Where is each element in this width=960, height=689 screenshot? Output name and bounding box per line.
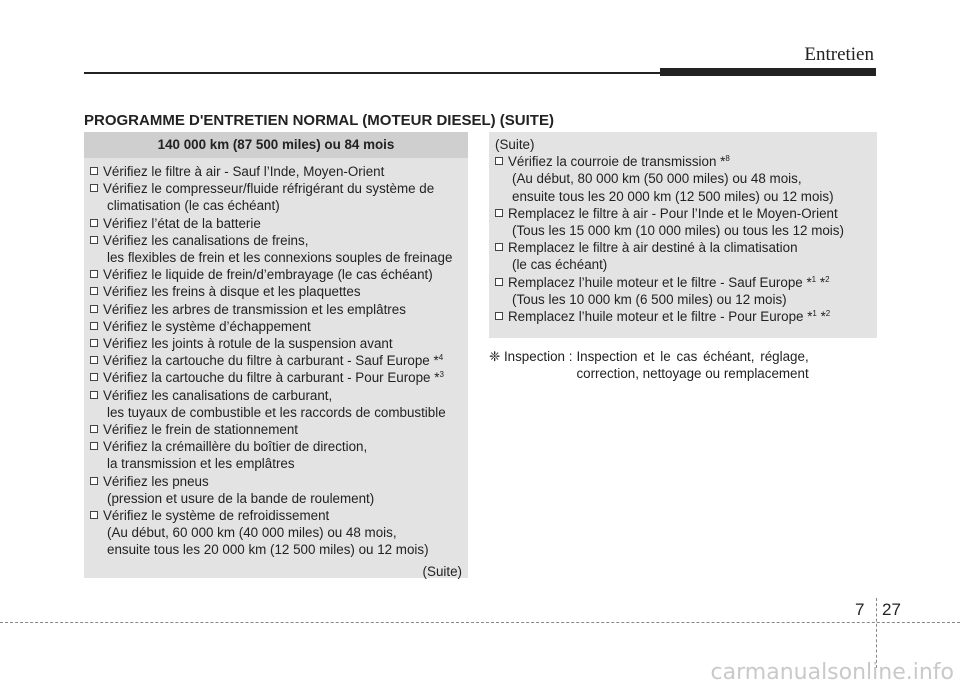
checklist-item-text: Vérifiez le liquide de frein/d’embrayage (le cas échéant) [103,267,433,283]
footnote-ref: 2 [825,309,831,319]
checklist-item-continuation: climatisation (le cas échéant) [107,198,280,214]
checklist-item [90,335,462,352]
chapter-title: Entretien [804,44,874,65]
checklist-item [90,163,462,180]
checklist-item-text: Vérifiez les pneus [103,473,209,489]
header-rule-thick [660,68,876,76]
footnote-ref: 8 [725,154,730,164]
maintenance-panel-left [84,132,468,578]
checklist-item [90,318,462,335]
interval-heading: 140 000 km (87 500 miles) ou 84 mois [84,132,468,158]
checkbox-icon [90,511,98,519]
checkbox-icon [495,157,503,165]
checkbox-icon [495,312,503,320]
checklist-item-text: Vérifiez le système d’échappement [103,318,311,334]
footnote-ref: 2 [825,274,830,284]
left-checklist [84,158,468,580]
checklist-item-text: Vérifiez l’état de la batterie [103,215,261,231]
footnote-ref: 1 [811,274,817,284]
note-text [576,348,808,382]
page-chapter-number: 7 [855,600,865,619]
checklist-item-text: Vérifiez la courroie de transmission *$^8$ [508,154,730,170]
checklist-item [90,301,462,318]
checklist-item-text: Vérifiez la crémaillère du boîtier de direction, [103,439,368,455]
checklist-item-text: Vérifiez la cartouche du filtre à carburant - Sauf Europe *$^4$ [103,353,444,369]
maintenance-panel-right [489,132,877,338]
checkbox-icon [90,305,98,313]
checkbox-icon [495,243,503,251]
note-line-1: Inspection et le cas échéant, réglage, [576,349,809,364]
checklist-item-text: Vérifiez les canalisations de carburant, [103,387,333,403]
checkbox-icon [90,391,98,399]
checklist-item-continuation: ensuite tous les 20 000 km (12 500 miles) ou 12 mois) [512,188,834,204]
footer-divider [876,598,877,668]
checklist-item-text: Vérifiez le frein de stationnement [103,422,299,438]
checklist-item-text: Remplacez le filtre à air - Pour l’Inde et le Moyen-Orient [508,205,838,221]
checklist-item [495,239,871,273]
checklist-item-text: Remplacez l’huile moteur et le filtre - Sauf Europe *$^1$ *$^2$ [508,274,830,290]
footnote-ref: 1 [812,309,817,319]
checkbox-icon [90,167,98,175]
checkbox-icon [90,442,98,450]
checkbox-icon [90,477,98,485]
section-title: PROGRAMME D'ENTRETIEN NORMAL (MOTEUR DIESEL) (SUITE) [84,112,554,129]
checklist-item [90,438,462,472]
checklist-item [90,421,462,438]
checkbox-icon [90,339,98,347]
right-checklist [495,153,871,325]
checklist-item-continuation: la transmission et les emplâtres [107,456,295,472]
checklist-item-text: Vérifiez les canalisations de freins, [103,232,309,248]
checklist-item-text: Vérifiez le compresseur/fluide réfrigérant du système de [103,181,435,197]
footnote-ref: 4 [438,353,444,363]
checklist-item [90,369,462,386]
footer-rule [0,622,960,623]
checkbox-icon [90,373,98,381]
note-line-2: correction, nettoyage ou remplacement [576,366,809,382]
suite-end-label: (Suite) [422,563,462,579]
checklist-item [90,507,462,559]
page-number: 27 [882,600,901,619]
checklist-item [90,215,462,232]
checkbox-icon [90,270,98,278]
header-rule-thin [84,72,660,74]
checklist-item [495,308,871,325]
checkbox-icon [495,209,503,217]
checklist-item [90,283,462,300]
checklist-item-continuation: (Au début, 60 000 km (40 000 miles) ou 48 mois, [107,525,397,541]
checkbox-icon [90,356,98,364]
checkbox-icon [90,184,98,192]
checklist-item-text: Vérifiez les joints à rotule de la suspension avant [103,336,393,352]
checklist-item [495,205,871,239]
inspection-note [489,348,877,382]
note-label: ❈ Inspection : [489,349,573,364]
checklist-item [90,232,462,266]
checklist-item-continuation: ensuite tous les 20 000 km (12 500 miles) ou 12 mois) [107,542,429,558]
checklist-item-text: Vérifiez le filtre à air - Sauf l’Inde, Moyen-Orient [103,164,385,179]
checkbox-icon [90,322,98,330]
checklist-item-continuation: (Au début, 80 000 km (50 000 miles) ou 48 mois, [512,171,802,187]
checklist-item-continuation: (Tous les 10 000 km (6 500 miles) ou 12 mois) [512,291,787,307]
checkbox-icon [90,219,98,227]
checklist-item-continuation: (Tous les 15 000 km (10 000 miles) ou tous les 12 mois) [512,223,844,239]
checklist-item-text: Remplacez l’huile moteur et le filtre - Pour Europe *$^1$ *$^2$ [508,309,831,325]
checklist-item [90,387,462,421]
checklist-item [90,180,462,214]
checklist-item-continuation: (pression et usure de la bande de roulement) [107,490,375,506]
checklist-item [90,266,462,283]
checklist-item [495,153,871,205]
checkbox-icon [90,287,98,295]
checklist-item-text: Vérifiez les arbres de transmission et les emplâtres [103,301,406,317]
checkbox-icon [90,425,98,433]
checklist-item [495,274,871,308]
checklist-item-continuation: les tuyaux de combustible et les raccords de combustible [107,404,446,420]
checklist-item [90,352,462,369]
checklist-item-text: Vérifiez le système de refroidissement [103,508,330,524]
suite-start-label: (Suite) [495,137,535,152]
checkbox-icon [90,236,98,244]
checklist-item-continuation: les flexibles de frein et les connexions souples de freinage [107,250,453,266]
watermark: carmanualsonline.info [710,660,954,685]
checklist-item-text: Vérifiez la cartouche du filtre à carburant - Pour Europe *$^3$ [103,370,444,386]
footnote-ref: 3 [439,370,444,380]
checklist-item-text: Vérifiez les freins à disque et les plaquettes [103,284,361,300]
checklist-item-text: Remplacez le filtre à air destiné à la climatisation [508,240,798,256]
checklist-item [90,473,462,507]
checkbox-icon [495,278,503,286]
checklist-item-continuation: (le cas échéant) [512,257,608,273]
